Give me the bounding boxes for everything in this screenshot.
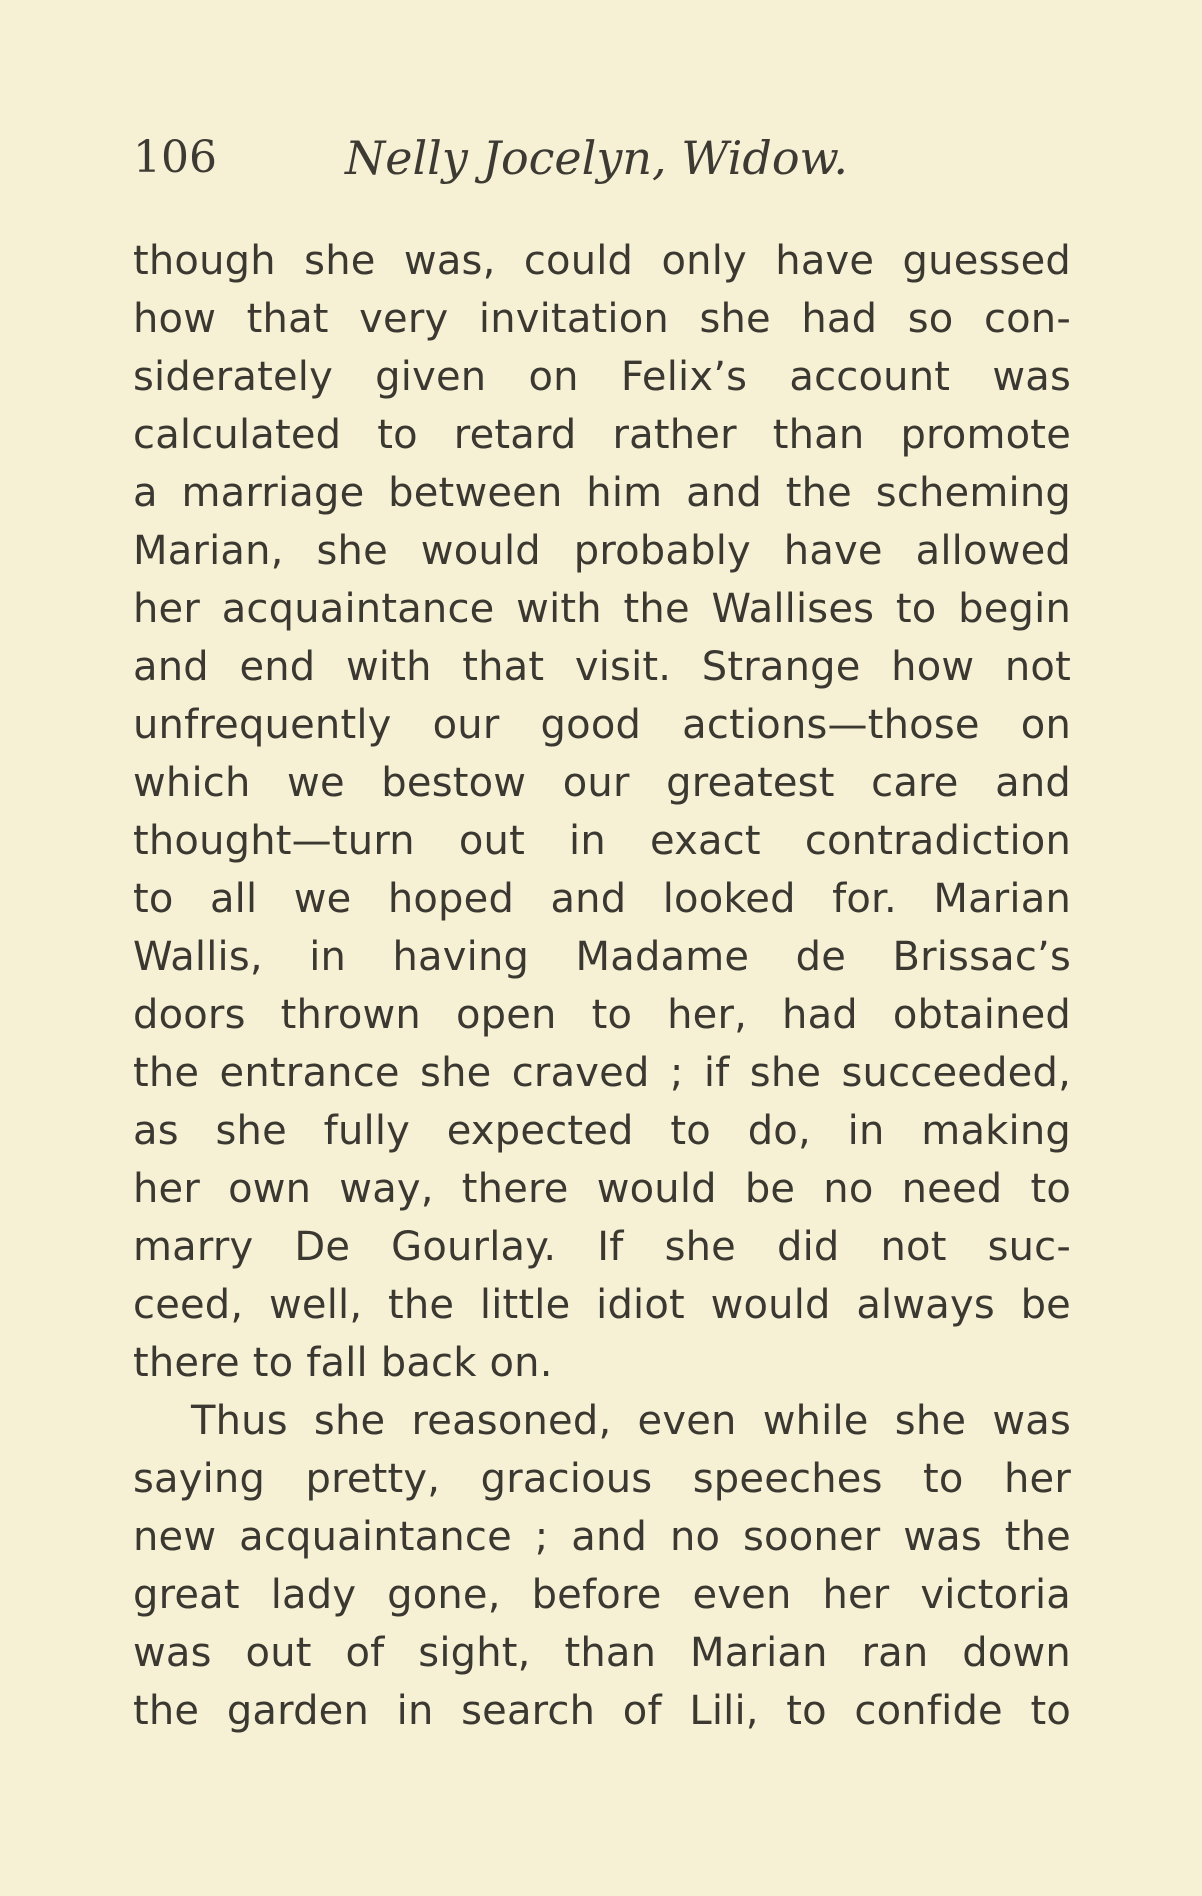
text-line: the entrance she craved ; if she succeeded, — [133, 1050, 1071, 1096]
text-line: a marriage between him and the scheming — [133, 470, 1071, 516]
paragraph-end-line: there to fall back on. — [133, 1340, 553, 1386]
text-line: the garden in search of Lili, to confide to — [133, 1688, 1071, 1734]
text-line: ceed, well, the little idiot would always be — [133, 1282, 1071, 1328]
text-line: new acquaintance ; and no sooner was the — [133, 1514, 1071, 1560]
text-line: which we bestow our greatest care and — [133, 760, 1071, 806]
running-title: Nelly Jocelyn, Widow. — [345, 131, 849, 185]
page-number: 106 — [133, 132, 217, 183]
text-line: though she was, could only have guessed — [133, 238, 1071, 284]
text-line: unfrequently our good actions—those on — [133, 702, 1071, 748]
text-line: and end with that visit. Strange how not — [133, 644, 1071, 690]
text-line: thought—turn out in exact contradiction — [133, 818, 1071, 864]
text-line: marry De Gourlay. If she did not suc- — [133, 1224, 1071, 1270]
text-line: calculated to retard rather than promote — [133, 412, 1071, 458]
page-header — [133, 128, 1073, 188]
text-line: as she fully expected to do, in making — [133, 1108, 1071, 1154]
text-line: saying pretty, gracious speeches to her — [133, 1456, 1071, 1502]
text-line: great lady gone, before even her victoria — [133, 1572, 1071, 1618]
text-line: to all we hoped and looked for. Marian — [133, 876, 1071, 922]
text-line: doors thrown open to her, had obtained — [133, 992, 1071, 1038]
paragraph-start-line: Thus she reasoned, even while she was — [191, 1398, 1071, 1444]
text-line: siderately given on Felix’s account was — [133, 354, 1071, 400]
text-line: her own way, there would be no need to — [133, 1166, 1071, 1212]
text-line: her acquaintance with the Wallises to begin — [133, 586, 1071, 632]
text-line: Wallis, in having Madame de Brissac’s — [133, 934, 1071, 980]
body-text — [133, 232, 1071, 1740]
text-line: was out of sight, than Marian ran down — [133, 1630, 1071, 1676]
text-line: how that very invitation she had so con- — [133, 296, 1071, 342]
text-line: Marian, she would probably have allowed — [133, 528, 1071, 574]
